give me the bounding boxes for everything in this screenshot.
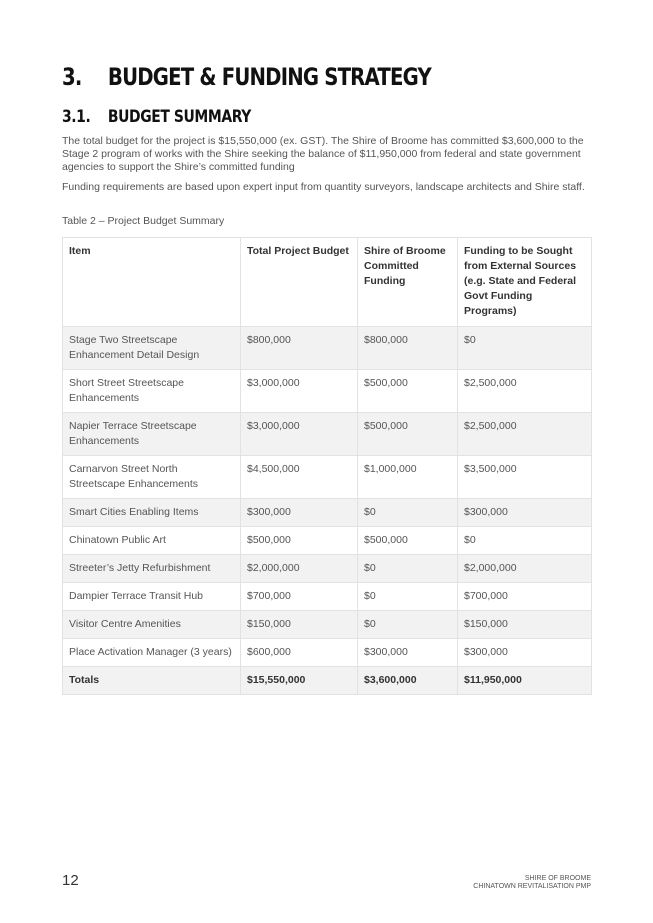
subsection-title: BUDGET SUMMARY: [107, 107, 251, 127]
cell-external-funding: $2,500,000: [458, 370, 592, 413]
table-row: [63, 413, 592, 456]
totals-shire: $3,600,000: [358, 667, 458, 695]
table-row: [63, 611, 592, 639]
cell-total-budget: $800,000: [241, 327, 358, 370]
cell-total-budget: $3,000,000: [241, 370, 358, 413]
cell-shire-funding: $0: [358, 583, 458, 611]
cell-total-budget: $3,000,000: [241, 413, 358, 456]
section-heading: [62, 63, 431, 91]
header-item: Item: [63, 238, 241, 327]
footer-doc-info: [473, 875, 591, 891]
table-row: [63, 555, 592, 583]
table-row: [63, 583, 592, 611]
footer-doc: CHINATOWN REVITALISATION PMP: [473, 883, 591, 890]
cell-shire-funding: $500,000: [358, 413, 458, 456]
totals-row: [63, 667, 592, 695]
subsection-heading: [62, 107, 251, 127]
paragraph-budget-total: The total budget for the project is $15,550,000 (ex. GST). The Shire of Broome has committed $3,600,000 to the Stage 2 program of works with the Shire seeking the balance of $11,950,000 from federal and state government agencies to support the Shire’s committed funding: [62, 135, 584, 173]
totals-external: $11,950,000: [458, 667, 592, 695]
cell-external-funding: $2,000,000: [458, 555, 592, 583]
cell-shire-funding: $300,000: [358, 639, 458, 667]
budget-summary-table: [62, 237, 592, 695]
table-row: [63, 527, 592, 555]
cell-total-budget: $150,000: [241, 611, 358, 639]
cell-total-budget: $700,000: [241, 583, 358, 611]
table-caption: Table 2 – Project Budget Summary: [62, 215, 225, 227]
cell-shire-funding: $0: [358, 499, 458, 527]
table-row: [63, 327, 592, 370]
table-row: [63, 370, 592, 413]
cell-external-funding: $2,500,000: [458, 413, 592, 456]
header-total-budget: Total Project Budget: [241, 238, 358, 327]
subsection-number: 3.1.: [62, 107, 91, 127]
cell-item: Streeter’s Jetty Refurbishment: [63, 555, 241, 583]
table-row: [63, 639, 592, 667]
cell-shire-funding: $500,000: [358, 370, 458, 413]
cell-item: Chinatown Public Art: [63, 527, 241, 555]
header-shire-funding: Shire of Broome Committed Funding: [358, 238, 458, 327]
cell-shire-funding: $0: [358, 555, 458, 583]
totals-label: Totals: [63, 667, 241, 695]
cell-total-budget: $300,000: [241, 499, 358, 527]
paragraph-funding-requirements: Funding requirements are based upon expert input from quantity surveyors, landscape architects and Shire staff.: [62, 181, 585, 193]
table-row: [63, 499, 592, 527]
cell-item: Carnarvon Street North Streetscape Enhancements: [63, 456, 241, 499]
cell-item: Smart Cities Enabling Items: [63, 499, 241, 527]
cell-item: Stage Two Streetscape Enhancement Detail Design: [63, 327, 241, 370]
cell-total-budget: $600,000: [241, 639, 358, 667]
table-row: [63, 456, 592, 499]
cell-external-funding: $3,500,000: [458, 456, 592, 499]
cell-external-funding: $0: [458, 327, 592, 370]
section-title: BUDGET & FUNDING STRATEGY: [107, 63, 431, 91]
cell-external-funding: $300,000: [458, 639, 592, 667]
cell-external-funding: $700,000: [458, 583, 592, 611]
cell-external-funding: $0: [458, 527, 592, 555]
cell-shire-funding: $1,000,000: [358, 456, 458, 499]
page-number: 12: [62, 872, 79, 889]
footer-org: SHIRE OF BROOME: [524, 875, 591, 882]
section-number: 3.: [62, 63, 82, 91]
cell-item: Place Activation Manager (3 years): [63, 639, 241, 667]
cell-external-funding: $150,000: [458, 611, 592, 639]
cell-total-budget: $500,000: [241, 527, 358, 555]
cell-external-funding: $300,000: [458, 499, 592, 527]
cell-shire-funding: $0: [358, 611, 458, 639]
header-external-funding: Funding to be Sought from External Sources (e.g. State and Federal Govt Funding Programs): [458, 238, 592, 327]
cell-total-budget: $2,000,000: [241, 555, 358, 583]
cell-shire-funding: $500,000: [358, 527, 458, 555]
cell-item: Napier Terrace Streetscape Enhancements: [63, 413, 241, 456]
cell-item: Short Street Streetscape Enhancements: [63, 370, 241, 413]
cell-item: Visitor Centre Amenities: [63, 611, 241, 639]
cell-shire-funding: $800,000: [358, 327, 458, 370]
totals-budget: $15,550,000: [241, 667, 358, 695]
table-header-row: [63, 238, 592, 327]
cell-total-budget: $4,500,000: [241, 456, 358, 499]
cell-item: Dampier Terrace Transit Hub: [63, 583, 241, 611]
